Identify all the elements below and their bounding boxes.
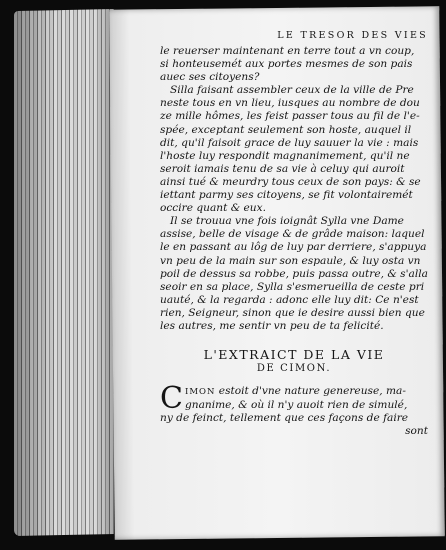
text-line: estoit d'vne nature genereuse, ma- bbox=[215, 385, 406, 398]
text-line: l'hoste luy respondit magnanimement, qu'il ne bbox=[160, 149, 410, 162]
text-line: spée, exceptant seulement son hoste, auquel il bbox=[160, 123, 412, 136]
paragraph-3 bbox=[160, 215, 428, 333]
text-line: les autres, me sentir vn peu de ta felicité. bbox=[160, 319, 384, 332]
text-line: assise, belle de visage & de grâde maison: laquel bbox=[160, 228, 425, 241]
text-line: poil de dessus sa robbe, puis passa outre, & s'alla bbox=[160, 267, 428, 280]
text-line: seoir en sa place, Sylla s'esmerueilla de ceste pri bbox=[160, 280, 425, 293]
text-line: gnanime, & où il n'y auoit rien de simulé, bbox=[184, 399, 408, 412]
text-line: ainsi tué & meurdry tous ceux de son pays: & se bbox=[160, 175, 421, 188]
text-line: rien, Seigneur, sinon que ie desire aussi bien que bbox=[160, 306, 425, 319]
text-line: le en passant au lôg de luy par derriere, s'appuya bbox=[160, 241, 427, 254]
section-subtitle: DE CIMON. bbox=[256, 363, 332, 375]
page-edges bbox=[14, 9, 114, 536]
drop-cap: C bbox=[160, 381, 183, 417]
text-line: si honteusemét aux portes mesmes de son pais bbox=[160, 58, 413, 71]
text-line: Il se trouua vne fois ioignât Sylla vne Dame bbox=[170, 215, 404, 228]
catchword: sont bbox=[405, 425, 428, 438]
running-head: LE TRESOR DES VIES bbox=[277, 30, 428, 41]
text-line: dit, qu'il faisoit grace de luy sauuer la vie : mais bbox=[160, 136, 419, 149]
name-small-caps: IMON bbox=[184, 387, 216, 398]
section-title: L'EXTRAICT DE LA VIE bbox=[203, 347, 385, 363]
text-line: occire quant & eux. bbox=[160, 202, 266, 215]
page-text bbox=[160, 30, 428, 438]
text-line: ny de feinct, tellement que ces façons de faire bbox=[160, 412, 409, 425]
text-line: Silla faisant assembler ceux de la ville de Pre bbox=[170, 84, 414, 97]
text-line: auec ses citoyens? bbox=[160, 71, 260, 84]
text-line: ze mille hômes, les feist passer tous au fil de l'e- bbox=[160, 110, 420, 123]
text-line: iettant parmy ses citoyens, se fit volontairemét bbox=[160, 189, 413, 202]
text-line: neste tous en vn lieu, iusques au nombre de dou bbox=[160, 97, 420, 110]
text-line: le reuerser maintenant en terre tout a vn coup, bbox=[160, 45, 415, 57]
text-line: seroit iamais tenu de sa vie à celuy qui auroit bbox=[160, 162, 405, 175]
paragraph-2 bbox=[160, 84, 428, 215]
paragraph-1 bbox=[160, 45, 428, 84]
text-line: uauté, & la regarda : adonc elle luy dit: Ce n'est bbox=[160, 293, 419, 306]
text-line: vn peu de la main sur son espaule, & luy osta vn bbox=[160, 254, 421, 267]
cimon-paragraph bbox=[160, 381, 428, 438]
